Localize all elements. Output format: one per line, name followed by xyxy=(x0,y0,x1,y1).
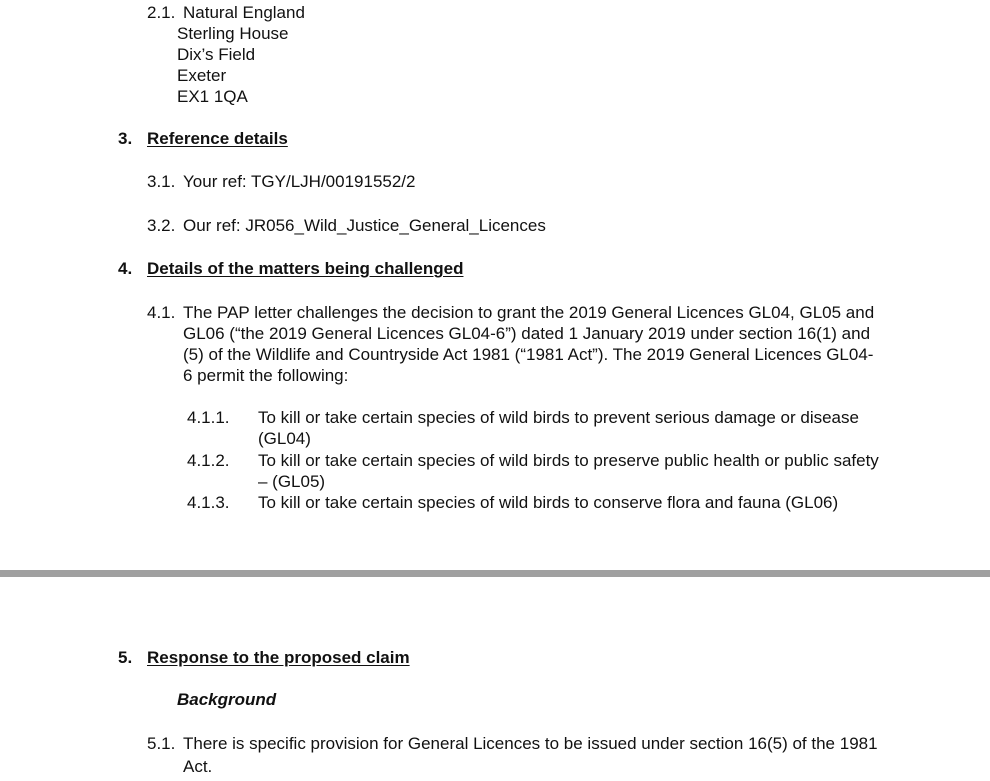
item-4-1-1-line: (GL04) xyxy=(258,429,311,448)
section-4-number: 4. xyxy=(118,259,133,278)
address-number: 2.1. xyxy=(147,3,176,22)
address-line: Natural England xyxy=(183,3,305,22)
address-line: Exeter xyxy=(177,66,227,85)
item-4-1-line: The PAP letter challenges the decision to grant the 2019 General Licences GL04, GL05 and xyxy=(183,303,875,322)
item-3-1-number: 3.1. xyxy=(147,172,176,191)
address-line: Sterling House xyxy=(177,24,289,43)
address-line: Dix’s Field xyxy=(177,45,256,64)
section-3-heading: Reference details xyxy=(147,129,288,148)
item-3-1-text: Your ref: TGY/LJH/00191552/2 xyxy=(183,172,416,191)
item-4-1-1-number: 4.1.1. xyxy=(187,408,230,427)
page-divider xyxy=(0,570,990,577)
item-4-1-2-line: To kill or take certain species of wild birds to preserve public health or public safety xyxy=(258,451,879,470)
item-4-1-line: 6 permit the following: xyxy=(183,366,349,385)
section-4-heading: Details of the matters being challenged xyxy=(147,259,464,278)
item-5-1-line: There is specific provision for General Licences to be issued under section 16(5) of the 1981 xyxy=(183,734,878,753)
item-3-2-number: 3.2. xyxy=(147,216,176,235)
section-3-number: 3. xyxy=(118,129,133,148)
item-5-1-line: Act. xyxy=(183,757,213,776)
item-4-1-2-number: 4.1.2. xyxy=(187,451,230,470)
item-4-1-number: 4.1. xyxy=(147,303,176,322)
address-line: EX1 1QA xyxy=(177,87,248,106)
item-4-1-3-number: 4.1.3. xyxy=(187,493,230,512)
background-subheading: Background xyxy=(177,690,277,709)
item-4-1-1-line: To kill or take certain species of wild birds to prevent serious damage or disease xyxy=(258,408,859,427)
item-3-2-text: Our ref: JR056_Wild_Justice_General_Licences xyxy=(183,216,546,235)
item-4-1-2-line: – (GL05) xyxy=(258,472,326,491)
section-5-heading: Response to the proposed claim xyxy=(147,648,410,667)
item-4-1-line: (5) of the Wildlife and Countryside Act 1981 (“1981 Act”). The 2019 General Licences GL04- xyxy=(183,345,874,364)
item-4-1-3-line: To kill or take certain species of wild birds to conserve flora and fauna (GL06) xyxy=(258,493,839,512)
item-5-1-number: 5.1. xyxy=(147,734,176,753)
section-5-number: 5. xyxy=(118,648,133,667)
item-4-1-line: GL06 (“the 2019 General Licences GL04-6”) dated 1 January 2019 under section 16(1) and xyxy=(183,324,871,343)
